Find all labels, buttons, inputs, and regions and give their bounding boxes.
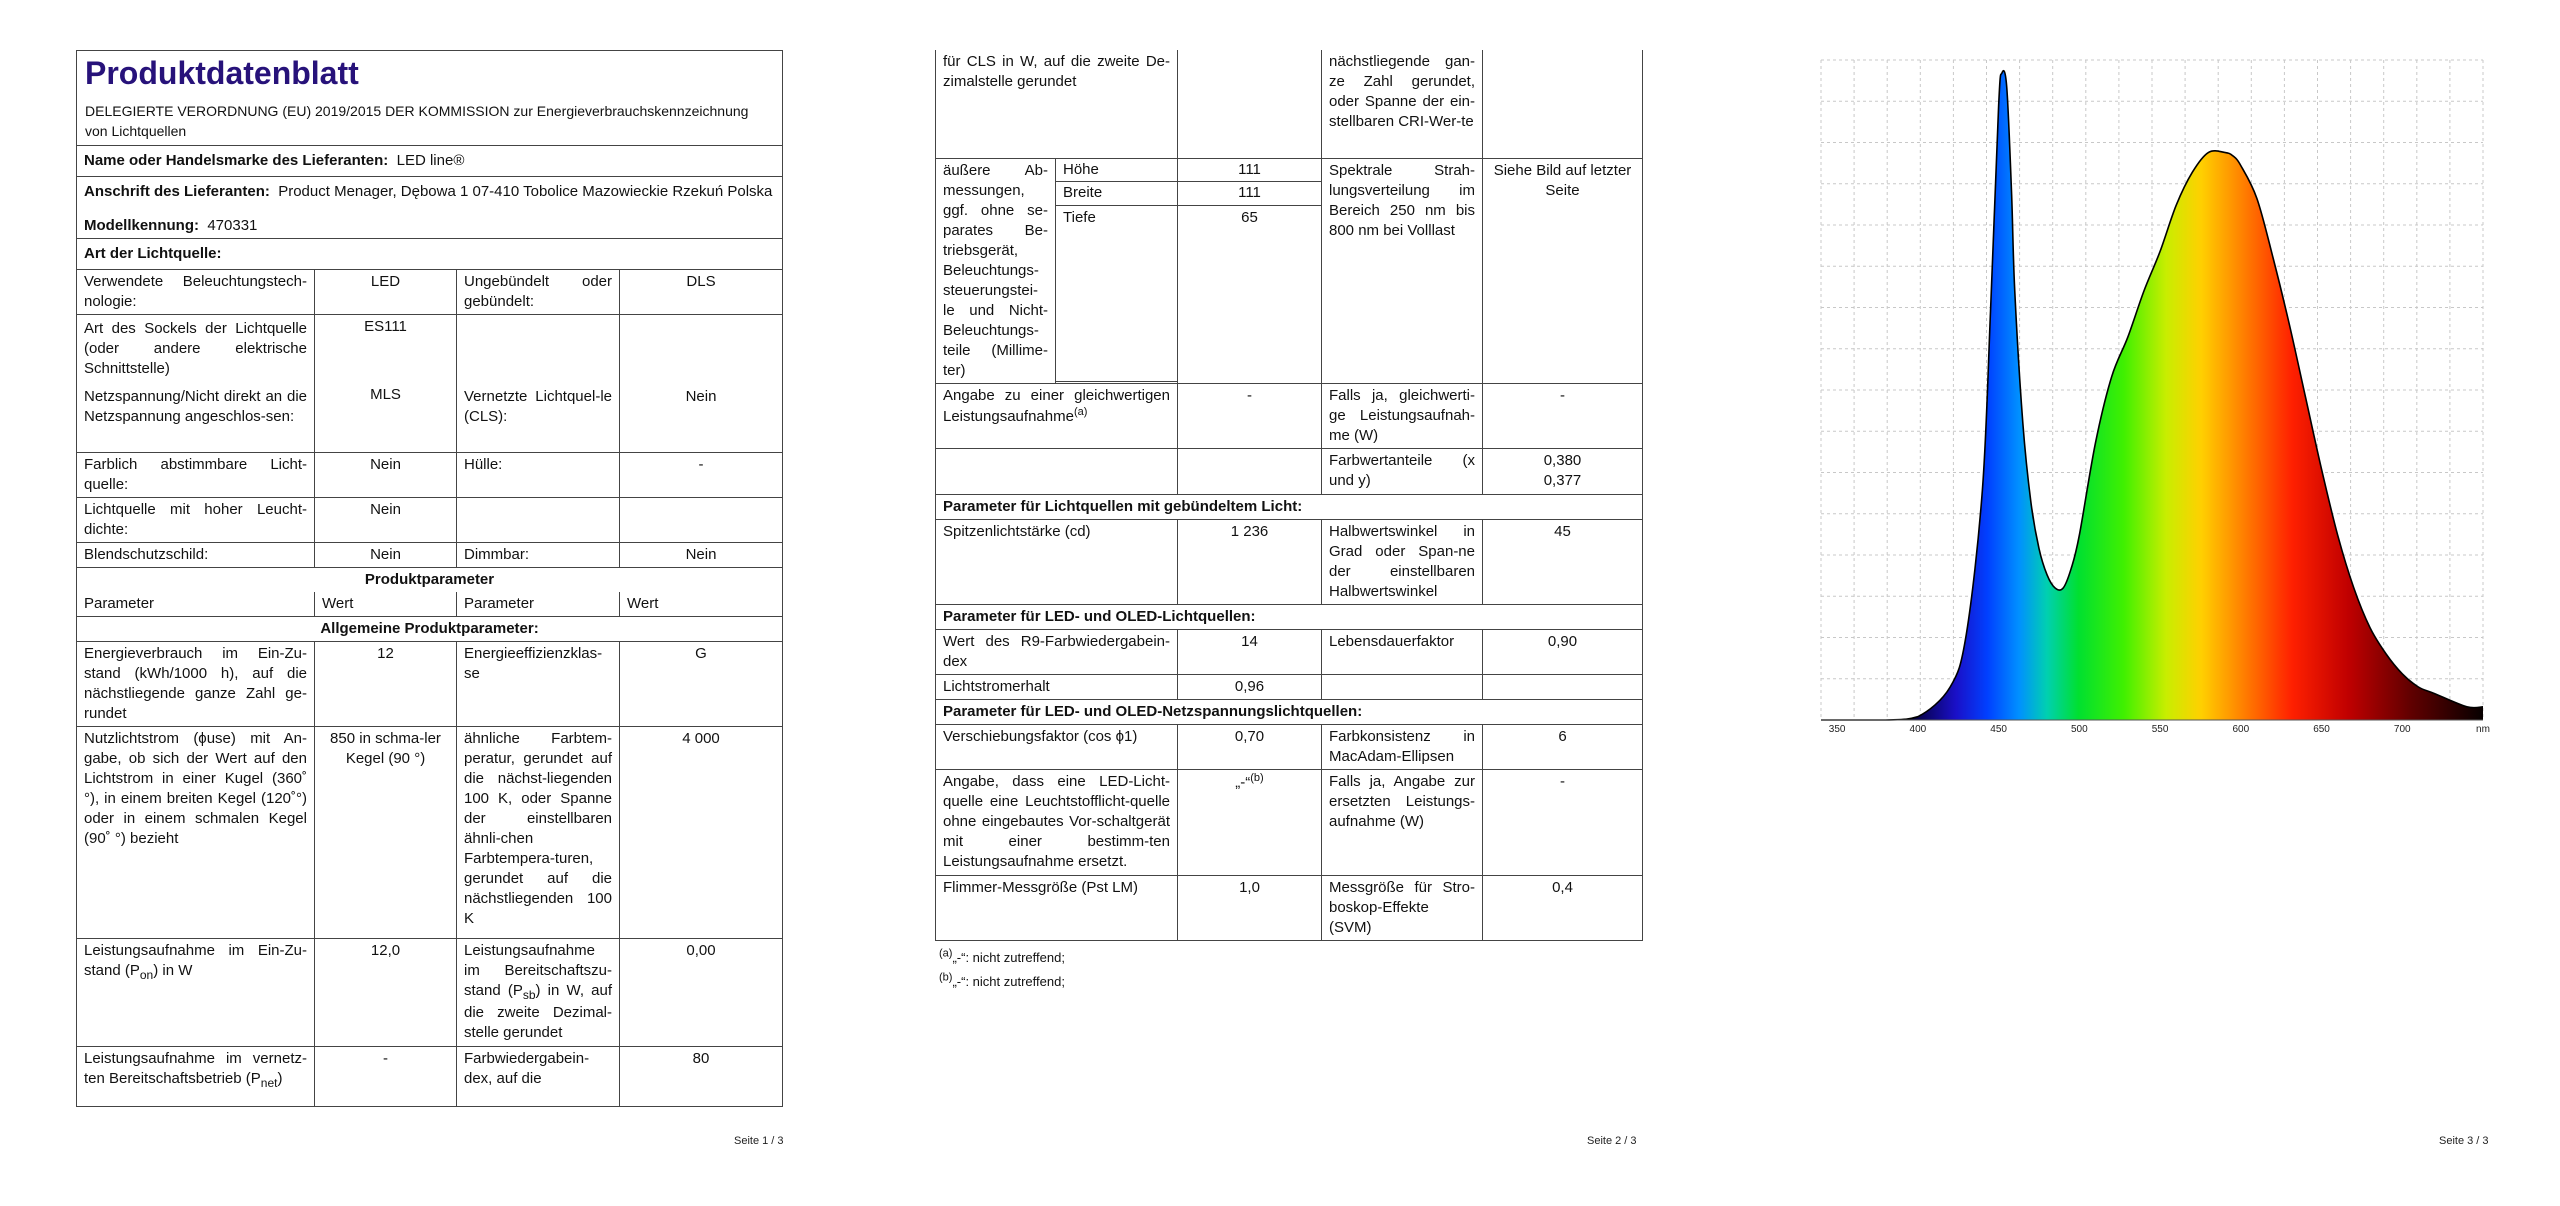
regulation-text: DELEGIERTE VERORDNUNG (EU) 2019/2015 DER KOMMISSION zur Energieverbrauchskennzeichnung von Lichtquellen — [85, 103, 749, 139]
page-3 — [1706, 0, 2560, 1206]
footnote-a: $^{(a)}$„-“: nicht zutreffend; — [939, 947, 1065, 965]
cri-continued-label: nächstliegende gan-ze Zahl gerundet, oder Spanne der ein-stellbaren CRI-Wer-te — [1322, 50, 1483, 158]
chromaticity-x-value: 0,380 — [1543, 451, 1582, 469]
page-1-table-clip — [76, 50, 788, 1125]
x-tick-label: 500 — [2070, 724, 2088, 735]
product-data-table — [76, 50, 783, 1107]
on-mode-power-value: 12,0 — [315, 939, 457, 1047]
networked-standby-label: Leistungsaufnahme im vernetz-ten Bereitschaftsbetrieb $(P_{net})$ — [77, 1047, 315, 1107]
product-parameters-heading: Produktparameter — [77, 568, 783, 593]
spectral-distribution-label: Spektrale Strah-lungsverteilung im Bereich 250 nm bis 800 nm bei Volllast — [1322, 158, 1483, 383]
spectral-distribution-chart — [1816, 50, 2516, 740]
footnote-b: $^{(b)}$„-“: nicht zutreffend; — [939, 971, 1065, 989]
stroboscopic-label: Messgröße für Stro-boskop-Effekte (SVM) — [1322, 875, 1483, 940]
equivalent-power-label: Angabe zu einer gleichwertigen Leistungsaufnahme$^{(a)}$ — [936, 383, 1178, 448]
socket-value: ES111 — [364, 318, 407, 335]
page-title: Produktdatenblatt — [85, 55, 359, 91]
cls-label: Vernetzte Lichtquel-le (CLS): — [457, 315, 620, 453]
beam-angle-value: 45 — [1483, 519, 1643, 604]
replaced-power-value: - — [1483, 769, 1643, 875]
product-data-table-continued — [935, 50, 1643, 941]
led-parameters-heading: Parameter für LED- und OLED-Lichtquellen: — [936, 604, 1643, 629]
survival-factor-value: 0,90 — [1483, 629, 1643, 674]
energy-consumption-value: 12 — [315, 642, 457, 727]
x-tick-label: nm — [2476, 724, 2490, 735]
x-tick-label: 600 — [2232, 724, 2250, 735]
mains-led-parameters-heading: Parameter für LED- und OLED-Netzspannungslichtquellen: — [936, 699, 1643, 724]
replaced-power-label: Falls ja, Angabe zur ersetzten Leistungs-aufnahme (W) — [1322, 769, 1483, 875]
page-number-3: Seite 3 / 3 — [2439, 1135, 2489, 1147]
dimmable-label: Dimmbar: — [457, 543, 620, 568]
standby-power-value: 0,00 — [620, 939, 783, 1047]
r9-value: 14 — [1178, 629, 1322, 674]
model-value: 470331 — [207, 217, 258, 234]
x-tick-label: 650 — [2313, 724, 2330, 735]
cls-value: Nein — [620, 315, 783, 453]
on-mode-power-label: Leistungsaufnahme im Ein-Zu-stand $(P_{on})$ in W — [77, 939, 315, 1047]
equivalent-power-w-label: Falls ja, gleichwerti-ge Leistungsaufnah-me (W) — [1322, 383, 1483, 448]
replacement-claim-value: „-“$^{(b)}$ — [1178, 769, 1322, 875]
directional-parameters-heading: Parameter für Lichtquellen mit gebündeltem Licht: — [936, 494, 1643, 519]
efficiency-class-label: Energieeffizienzklas-se — [457, 642, 620, 727]
high-luminance-label: Lichtquelle mit hoher Leucht-dichte: — [77, 498, 315, 543]
tunable-value: Nein — [315, 453, 457, 498]
replacement-claim-label: Angabe, dass eine LED-Licht-quelle eine Leuchtstofflicht-quelle ohne eingebautes Vor-schaltgerät mit einer bestimm-ten Leistungsaufnahme ersetzt. — [936, 769, 1178, 875]
high-luminance-value: Nein — [315, 498, 457, 543]
chromaticity-y-value: 0,377 — [1543, 471, 1582, 489]
mains-value: MLS — [370, 386, 401, 403]
r9-label: Wert des R9-Farbwiedergabein-dex — [936, 629, 1178, 674]
x-tick-label: 450 — [1990, 724, 2007, 735]
macadam-label: Farbkonsistenz in MacAdam-Ellipsen — [1322, 724, 1483, 769]
peak-intensity-value: 1 236 — [1178, 519, 1322, 604]
supplier-name-label: Name oder Handelsmarke des Lieferanten: — [84, 152, 389, 169]
x-tick-label: 550 — [2151, 724, 2169, 735]
page-number-1: Seite 1 / 3 — [734, 1135, 784, 1147]
cls-standby-continued-label: für CLS in W, auf die zweite De-zimalstelle gerundet — [936, 50, 1178, 158]
x-axis-ticks — [1829, 724, 2490, 735]
address-value: Product Menager, Dębowa 1 07-410 Tobolice Mazowieckie Rzekuń Polska — [278, 183, 773, 200]
page-1 — [0, 0, 853, 1206]
x-tick-label: 400 — [1909, 724, 1927, 735]
height-label: Höhe — [1056, 158, 1178, 182]
column-header-parameter-2: Parameter — [457, 592, 620, 617]
height-value: 111 — [1178, 158, 1322, 182]
mains-label: Netzspannung/Nicht direkt an die Netzspannung angeschlos-sen: — [84, 388, 307, 425]
stroboscopic-value: 0,4 — [1483, 875, 1643, 940]
page-2 — [853, 0, 1706, 1206]
technology-value: LED — [315, 270, 457, 315]
peak-intensity-label: Spitzenlichtstärke (cd) — [936, 519, 1178, 604]
chromaticity-label: Farbwertanteile (x und y) — [1322, 448, 1483, 494]
survival-factor-label: Lebensdauerfaktor — [1322, 629, 1483, 674]
glare-label: Blendschutzschild: — [77, 543, 315, 568]
cri-value: 80 — [620, 1047, 783, 1107]
equivalent-power-w-value: - — [1483, 383, 1643, 448]
displacement-factor-value: 0,70 — [1178, 724, 1322, 769]
light-source-type-heading: Art der Lichtquelle: — [77, 239, 783, 270]
lumen-maintenance-value: 0,96 — [1178, 674, 1322, 699]
column-header-value-2: Wert — [620, 592, 783, 617]
supplier-name-value: LED line® — [396, 152, 465, 169]
displacement-factor-label: Verschiebungsfaktor (cos ϕ1) — [936, 724, 1178, 769]
macadam-value: 6 — [1483, 724, 1643, 769]
standby-power-label: Leistungsaufnahme im Bereitschaftszu-stand $(P_{sb})$ in W, auf die zweite Dezimal-stelle gerundet — [457, 939, 620, 1047]
glare-value: Nein — [315, 543, 457, 568]
networked-standby-value: - — [315, 1047, 457, 1107]
x-tick-label: 700 — [2393, 724, 2411, 735]
column-header-value-1: Wert — [315, 592, 457, 617]
x-tick-label: 350 — [1828, 724, 1846, 735]
flicker-label: Flimmer-Messgröße (Pst LM) — [936, 875, 1178, 940]
flicker-value: 1,0 — [1178, 875, 1322, 940]
envelope-value: - — [620, 453, 783, 498]
color-temperature-value: 4 000 — [620, 727, 783, 939]
width-label: Breite — [1056, 182, 1178, 206]
depth-value: 65 — [1178, 205, 1322, 381]
color-temperature-label: ähnliche Farbtem-peratur, gerundet auf die nächst-liegenden 100 K, oder Spanne der einstellbaren ähnli-chen Farbtempera-turen, gerundet auf die nächstliegenden 100 K — [457, 727, 620, 939]
tunable-label: Farblich abstimmbare Licht-quelle: — [77, 453, 315, 498]
bundled-label: Ungebündelt oder gebündelt: — [457, 270, 620, 315]
technology-label: Verwendete Beleuchtungstech-nologie: — [77, 270, 315, 315]
page-number-2: Seite 2 / 3 — [1587, 1135, 1637, 1147]
model-label: Modellkennung: — [84, 217, 199, 234]
address-label: Anschrift des Lieferanten: — [84, 183, 270, 200]
useful-flux-value: 850 in schma-ler Kegel (90 °) — [315, 727, 457, 939]
spectral-distribution-value: Siehe Bild auf letzter Seite — [1483, 158, 1643, 383]
width-value: 111 — [1178, 182, 1322, 206]
efficiency-class-value: G — [620, 642, 783, 727]
lumen-maintenance-label: Lichtstromerhalt — [936, 674, 1178, 699]
dimensions-label: äußere Ab-messungen, ggf. ohne se-parates Be-triebsgerät, Beleuchtungs-steuerungstei-le und Nicht-Beleuchtungs-teile (Millime-ter) — [936, 158, 1056, 383]
beam-angle-label: Halbwertswinkel in Grad oder Span-ne der einstellbaren Halbwertswinkel — [1322, 519, 1483, 604]
useful-flux-label: Nutzlichtstrom (ϕuse) mit An-gabe, ob sich der Wert auf den Lichtstrom in einer Kugel (360˚ °), in einem breiten Kegel (120˚°) oder in einem schmalen Kegel (90˚ °) bezieht — [77, 727, 315, 939]
equivalent-power-value: - — [1178, 383, 1322, 448]
envelope-label: Hülle: — [457, 453, 620, 498]
general-parameters-heading: Allgemeine Produktparameter: — [77, 617, 783, 642]
depth-label: Tiefe — [1056, 205, 1178, 381]
bundled-value: DLS — [620, 270, 783, 315]
energy-consumption-label: Energieverbrauch im Ein-Zu-stand (kWh/1000 h), auf die nächstliegende ganze Zahl ge-rundet — [77, 642, 315, 727]
cri-label: Farbwiedergabein-dex, auf die — [457, 1047, 620, 1107]
dimmable-value: Nein — [620, 543, 783, 568]
socket-label: Art des Sockels der Lichtquelle (oder andere elektrische Schnittstelle) — [84, 320, 307, 377]
column-header-parameter-1: Parameter — [77, 592, 315, 617]
